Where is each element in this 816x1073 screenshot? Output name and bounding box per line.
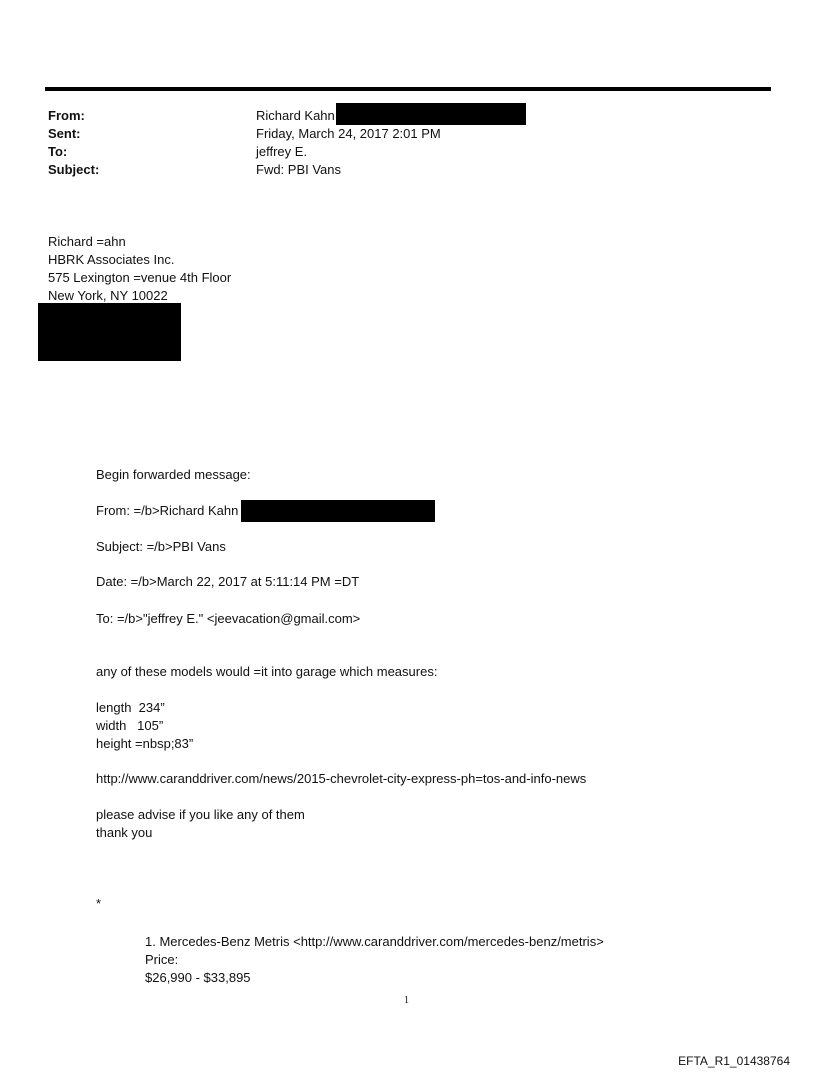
from-label: From:	[48, 108, 85, 123]
signature-address: 575 Lexington =venue 4th Floor	[48, 270, 232, 285]
subject-label: Subject:	[48, 162, 100, 177]
forwarded-from: From: =/b>Richard Kahn	[96, 503, 239, 518]
signature-company: HBRK Associates Inc.	[48, 252, 175, 267]
page-number: 1	[404, 995, 409, 1006]
document-id: EFTA_R1_01438764	[678, 1054, 790, 1068]
list-item	[145, 933, 604, 987]
redaction-box	[241, 500, 435, 522]
redaction-box	[336, 103, 526, 125]
forwarded-intro: Begin forwarded message:	[96, 467, 251, 482]
price-label: Price:	[145, 952, 179, 967]
to-label: To:	[48, 144, 68, 159]
width-line: width 105”	[96, 718, 164, 733]
thanks-line: thank you	[96, 825, 153, 840]
redaction-box	[38, 303, 181, 361]
header-rule	[45, 87, 771, 91]
height-line: height =nbsp;83”	[96, 736, 194, 751]
signature-city: New York, NY 10022	[48, 288, 168, 303]
advise-line: please advise if you like any of them	[96, 807, 305, 822]
article-link[interactable]: http://www.caranddriver.com/news/2015-chevrolet-city-express-ph=tos-and-info-news	[96, 771, 587, 786]
item-title: 1. Mercedes-Benz Metris <http://www.caranddriver.com/mercedes-benz/metris>	[145, 934, 604, 949]
bullet-mark: *	[96, 896, 102, 911]
forwarded-to: To: =/b>"jeffrey E." <jeevacation@gmail.com>	[96, 611, 361, 626]
price-value: $26,990 - $33,895	[145, 970, 251, 985]
signature-name: Richard =ahn	[48, 234, 126, 249]
forwarded-subject: Subject: =/b>PBI Vans	[96, 539, 226, 554]
sent-value: Friday, March 24, 2017 2:01 PM	[256, 126, 441, 141]
length-line: length 234”	[96, 700, 165, 715]
from-value: Richard Kahn	[256, 108, 335, 123]
sent-label: Sent:	[48, 126, 81, 141]
advise-text	[96, 806, 305, 842]
forwarded-date: Date: =/b>March 22, 2017 at 5:11:14 PM =DT	[96, 574, 360, 589]
to-value: jeffrey E.	[256, 144, 308, 159]
subject-value: Fwd: PBI Vans	[256, 162, 342, 177]
measurements	[96, 699, 193, 753]
signature-block	[48, 233, 231, 305]
body-line: any of these models would =it into garage which measures:	[96, 664, 438, 679]
